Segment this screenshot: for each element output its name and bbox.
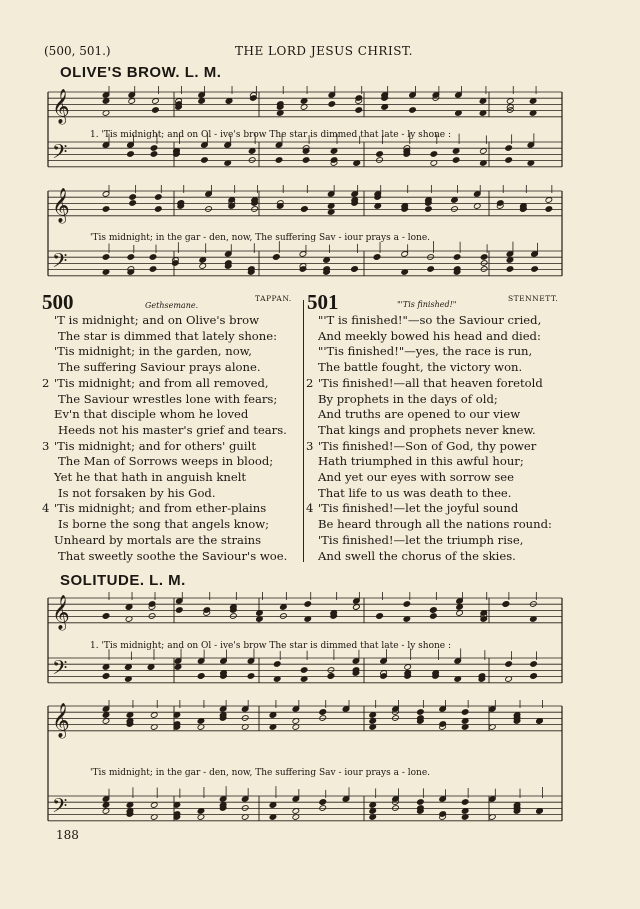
note-head — [302, 157, 310, 164]
running-head — [44, 44, 604, 60]
note-head — [127, 254, 135, 261]
note-head — [230, 613, 238, 620]
note-head — [505, 157, 513, 164]
note-head — [126, 712, 134, 719]
tune-title-olives-brow: OLIVE'S BROW. L. M. — [60, 64, 222, 81]
tune-lyrics: 'Tis midnight; in the gar - den, now, The suffering Sav - iour prays a - lone. — [90, 233, 431, 243]
note-head — [409, 107, 417, 114]
verse: 4 'Tis midnight; and from ether-plains Is borne the song that angels know; Unheard by mortals are the strains That sweetly soothe the Saviour's woe. — [42, 501, 288, 563]
note-head — [328, 101, 336, 108]
note-head — [280, 613, 288, 620]
note-head — [251, 206, 259, 213]
clef-symbol: 𝄢 — [52, 656, 68, 684]
note-head — [154, 206, 162, 213]
hymn-number: 500 — [42, 290, 74, 314]
note-head — [417, 709, 425, 716]
staff-lines — [48, 706, 562, 731]
note-head — [545, 197, 553, 204]
note-head — [102, 802, 110, 809]
note-head — [505, 661, 513, 668]
verse: 3 'Tis midnight; and for others' guilt The Man of Sorrows weeps in blood; Yet he that hath in anguish knelt Is not forsaken by his God. — [42, 438, 274, 500]
note-head — [376, 151, 384, 158]
section-title: THE LORD JESUS CHRIST. — [235, 44, 413, 58]
notes — [102, 86, 562, 117]
note-head — [451, 197, 459, 204]
note-head — [545, 206, 553, 213]
note-head — [201, 157, 209, 164]
note-head — [453, 254, 461, 261]
note-head — [174, 664, 182, 671]
note-head — [480, 254, 488, 261]
hymn-verses — [306, 313, 552, 564]
note-head — [369, 712, 377, 719]
note-head — [529, 98, 537, 105]
note-head — [353, 604, 361, 611]
note-head — [355, 107, 363, 114]
note-head — [425, 206, 433, 213]
note-head — [506, 257, 514, 264]
clef-symbol: 𝄢 — [52, 140, 68, 168]
note-head — [125, 664, 133, 671]
note-head — [506, 98, 514, 105]
verse: 'T is midnight; and on Olive's brow The star is dimmed that lately shone: 'Tis midnight; in the garden, now, The suffering Saviour prays alone. — [54, 313, 278, 375]
note-head — [102, 712, 110, 719]
note-head — [369, 802, 377, 809]
note-head — [152, 107, 160, 114]
note-head — [102, 673, 110, 680]
note-head — [300, 667, 308, 674]
note-head — [530, 661, 538, 668]
note-head — [102, 206, 110, 213]
note-head — [199, 257, 207, 264]
note-head — [452, 157, 460, 164]
treble-bass-staff — [44, 700, 564, 830]
note-head — [376, 157, 384, 164]
hymn-author: TAPPAN. — [255, 294, 292, 303]
notes — [102, 700, 562, 731]
note-head — [452, 148, 460, 155]
note-head — [479, 98, 487, 105]
note-head — [330, 148, 338, 155]
note-head — [300, 98, 308, 105]
note-head — [301, 206, 309, 213]
note-head — [451, 206, 459, 213]
note-head — [129, 200, 137, 207]
hymn-verses — [42, 313, 287, 564]
note-head — [373, 254, 381, 261]
note-head — [248, 157, 256, 164]
notes — [102, 185, 562, 216]
note-head — [319, 799, 327, 806]
note-head — [275, 157, 283, 164]
note-head — [198, 98, 206, 105]
hymn-numbers: (500, 501.) — [44, 44, 111, 58]
clef-symbol: 𝄞 — [52, 595, 70, 630]
hymn-number: 501 — [307, 290, 339, 314]
staff-lines — [48, 191, 562, 216]
note-head — [506, 266, 514, 273]
notes — [102, 592, 562, 623]
notes — [102, 648, 562, 682]
verse: 2 'Tis midnight; and from all removed, The Saviour wrestles lone with fears; Ev'n that disciple whom he loved Heeds not his master's grief and tears. — [42, 375, 287, 437]
note-head — [530, 673, 538, 680]
note-head — [102, 98, 110, 105]
note-head — [247, 673, 255, 680]
note-head — [149, 254, 157, 261]
note-head — [152, 98, 160, 105]
hymn-tune-name: Gethsemane. — [145, 301, 199, 310]
tune-title-solitude: SOLITUDE. L. M. — [60, 572, 186, 589]
clef-symbol: 𝄢 — [52, 249, 68, 277]
note-head — [505, 145, 513, 152]
note-head — [205, 206, 213, 213]
note-head — [128, 98, 136, 105]
clef-symbol: 𝄞 — [52, 188, 70, 223]
clef-symbol: 𝄞 — [52, 703, 70, 738]
tune-lyrics: 1. 'Tis midnight; and on Ol - ive's brow The star is dimmed that late - ly shone : — [90, 641, 452, 651]
note-head — [150, 802, 158, 809]
note-head — [427, 266, 435, 273]
note-head — [430, 607, 438, 614]
note-head — [480, 148, 488, 155]
staff-lines — [48, 796, 562, 821]
page-number: 188 — [56, 828, 79, 842]
verse: 4 'Tis finished!—let the joyful sound Be heard through all the nations round: 'Tis finished!—let the triumph rise, And swell the chorus of the skies. — [306, 501, 552, 563]
note-head — [456, 604, 464, 611]
note-head — [304, 601, 312, 608]
note-head — [430, 151, 438, 158]
note-head — [531, 266, 539, 273]
verse: 3 'Tis finished!—Son of God, thy power Hath triumphed in this awful hour; And yet our eyes with sorrow see That life to us was death to thee. — [306, 438, 537, 500]
note-head — [197, 673, 205, 680]
note-head — [154, 194, 162, 201]
note-head — [127, 151, 135, 158]
note-head — [150, 145, 158, 152]
music-staff-system — [44, 700, 564, 830]
column-divider — [303, 300, 304, 562]
note-head — [225, 98, 233, 105]
note-head — [461, 799, 469, 806]
hymn-author: STENNETT. — [508, 294, 559, 303]
tune-lyrics: 1. 'Tis midnight; and on Ol - ive's brow The star is dimmed that late - ly shone : — [90, 130, 452, 140]
note-head — [102, 664, 110, 671]
verse: 2 'Tis finished!—all that heaven foretold By prophets in the days of old; And truths are opened to our view That kings and prophets never knew. — [306, 375, 543, 437]
note-head — [148, 613, 156, 620]
note-head — [150, 712, 158, 719]
hymn-tune-name: "'Tis finished!" — [397, 300, 457, 309]
tune-lyrics: 'Tis midnight; in the gar - den, now, The suffering Sav - iour prays a - lone. — [90, 768, 431, 778]
note-head — [273, 661, 281, 668]
note-head — [417, 799, 425, 806]
notes — [102, 786, 562, 821]
note-head — [403, 601, 411, 608]
note-head — [327, 673, 335, 680]
note-head — [150, 151, 158, 158]
note-head — [323, 257, 331, 264]
verse: "'T is finished!"—so the Saviour cried, And meekly bowed his head and died: "'Tis finished!"—yes, the race is run, The battle fought, the victory won. — [318, 313, 542, 375]
notes — [102, 241, 562, 276]
note-head — [404, 664, 412, 671]
note-head — [125, 604, 133, 611]
note-head — [102, 613, 110, 620]
note-head — [102, 254, 110, 261]
note-head — [149, 266, 157, 273]
note-head — [129, 194, 137, 201]
note-head — [280, 604, 288, 611]
note-head — [430, 613, 438, 620]
note-head — [376, 613, 384, 620]
note-head — [126, 802, 134, 809]
note-head — [248, 148, 256, 155]
clef-symbol: 𝄞 — [52, 89, 70, 124]
note-head — [175, 607, 183, 614]
clef-symbol: 𝄢 — [52, 794, 68, 822]
note-head — [480, 266, 488, 273]
note-head — [502, 601, 510, 608]
note-head — [461, 709, 469, 716]
note-head — [319, 709, 327, 716]
